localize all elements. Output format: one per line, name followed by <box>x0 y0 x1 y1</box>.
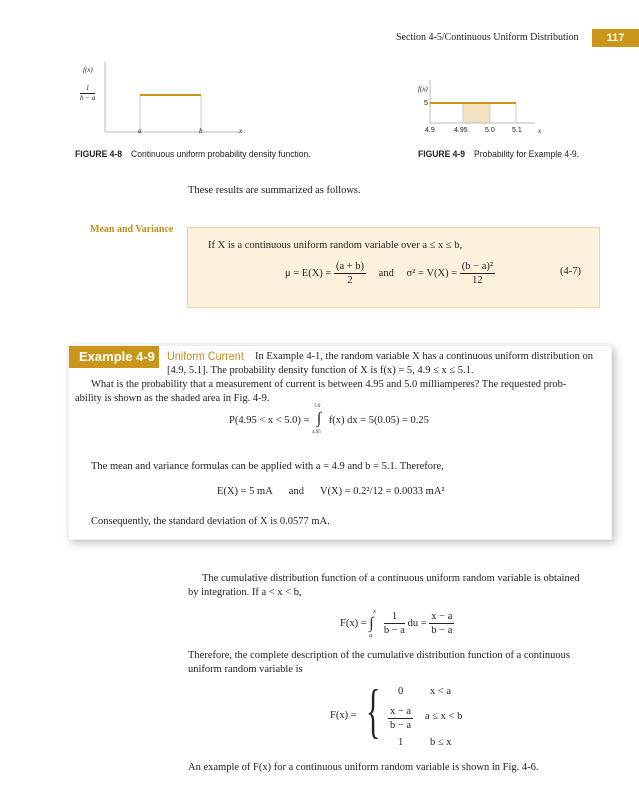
text-line: Therefore, the complete description of the cumulative distribution function of a continuous <box>188 650 570 661</box>
x-label: x <box>538 127 542 135</box>
figure-4-8-caption: FIGURE 4-8 Continuous uniform probability density function. <box>75 149 311 160</box>
mean-variance-label: Mean and Variance <box>90 224 174 235</box>
text-line: by integration. If a < x < b, <box>188 587 302 598</box>
text-line: The cumulative distribution function of a continuous uniform random variable is obtained <box>202 573 580 584</box>
x-tick: 4.9 <box>425 127 435 134</box>
mean-variance-result: E(X) = 5 mA and V(X) = 0.2²/12 = 0.0033 mA² <box>217 486 445 497</box>
equation-number: (4-7) <box>560 266 581 277</box>
x-tick-b: b <box>199 127 203 135</box>
figure-4-9-plot <box>420 75 550 130</box>
figure-4-9-caption: FIGURE 4-9 Probability for Example 4-9. <box>418 149 580 160</box>
y-tick: 5 <box>424 100 428 107</box>
example-label: Example 4-9 <box>69 346 159 368</box>
box-intro: If X is a continuous uniform random variable over a ≤ x ≤ b, <box>208 240 463 251</box>
text-line: Consequently, the standard deviation of X is 0.0577 mA. <box>91 516 330 527</box>
x-tick: 5.1 <box>512 127 522 134</box>
running-header: Section 4-5/Continuous Uniform Distribution <box>396 32 579 43</box>
x-tick: 5.0 <box>485 127 495 134</box>
x-tick-a: a <box>138 127 142 135</box>
piecewise-cdf: F(x) = { 0 x < a $\frac{x - a}{b - a}$ a ≤ x < b 1 b ≤ x <box>330 678 463 748</box>
probability-formula: P(4.95 < x < 5.0) = ∫ 5.0 4.95 f(x) dx = 5(0.05) = 0.25 <box>229 404 429 435</box>
y-tick: $\frac{1}{b - a}$ <box>80 84 96 102</box>
x-label: x <box>239 127 243 135</box>
cdf-formula: F(x) = ∫ x a $\frac{1}{b - a}$ du = $\frac{x - a}{b - a}$ <box>340 608 453 639</box>
figure-4-8-plot <box>75 62 255 142</box>
x-tick: 4.95 <box>454 127 468 134</box>
y-label: f(x) <box>83 66 93 74</box>
text-line: [4.9, 5.1]. The probability density function of X is f(x) = 5, 4.9 ≤ x ≤ 5.1. <box>167 365 474 376</box>
text-line: An example of F(x) for a continuous uniform random variable is shown in Fig. 4-6. <box>188 762 539 773</box>
y-label: f(x) <box>418 85 428 93</box>
text-line: What is the probability that a measurement of current is between 4.95 and 5.0 milliamperes? The requested prob- <box>91 379 567 390</box>
page-number: 117 <box>592 29 639 47</box>
text-line: uniform random variable is <box>188 664 303 675</box>
summary-text: These results are summarized as follows. <box>188 185 361 196</box>
text-line: ability is shown as the shaded area in Fig. 4-9. <box>75 393 270 404</box>
text-line: In Example 4-1, the random variable X has a continuous uniform distribution on <box>255 351 593 362</box>
mean-variance-formula: μ = E(X) = $\frac{(a + b)}{2}$ and σ² = V(X) = $\frac{\text{(b − a)²}}{12}$ <box>285 261 494 286</box>
example-box <box>68 345 612 540</box>
mean-variance-box <box>187 227 600 308</box>
shaded-area <box>463 103 490 123</box>
example-title: Uniform Current <box>167 349 244 363</box>
text-line: The mean and variance formulas can be applied with a = 4.9 and b = 5.1. Therefore, <box>91 461 444 472</box>
